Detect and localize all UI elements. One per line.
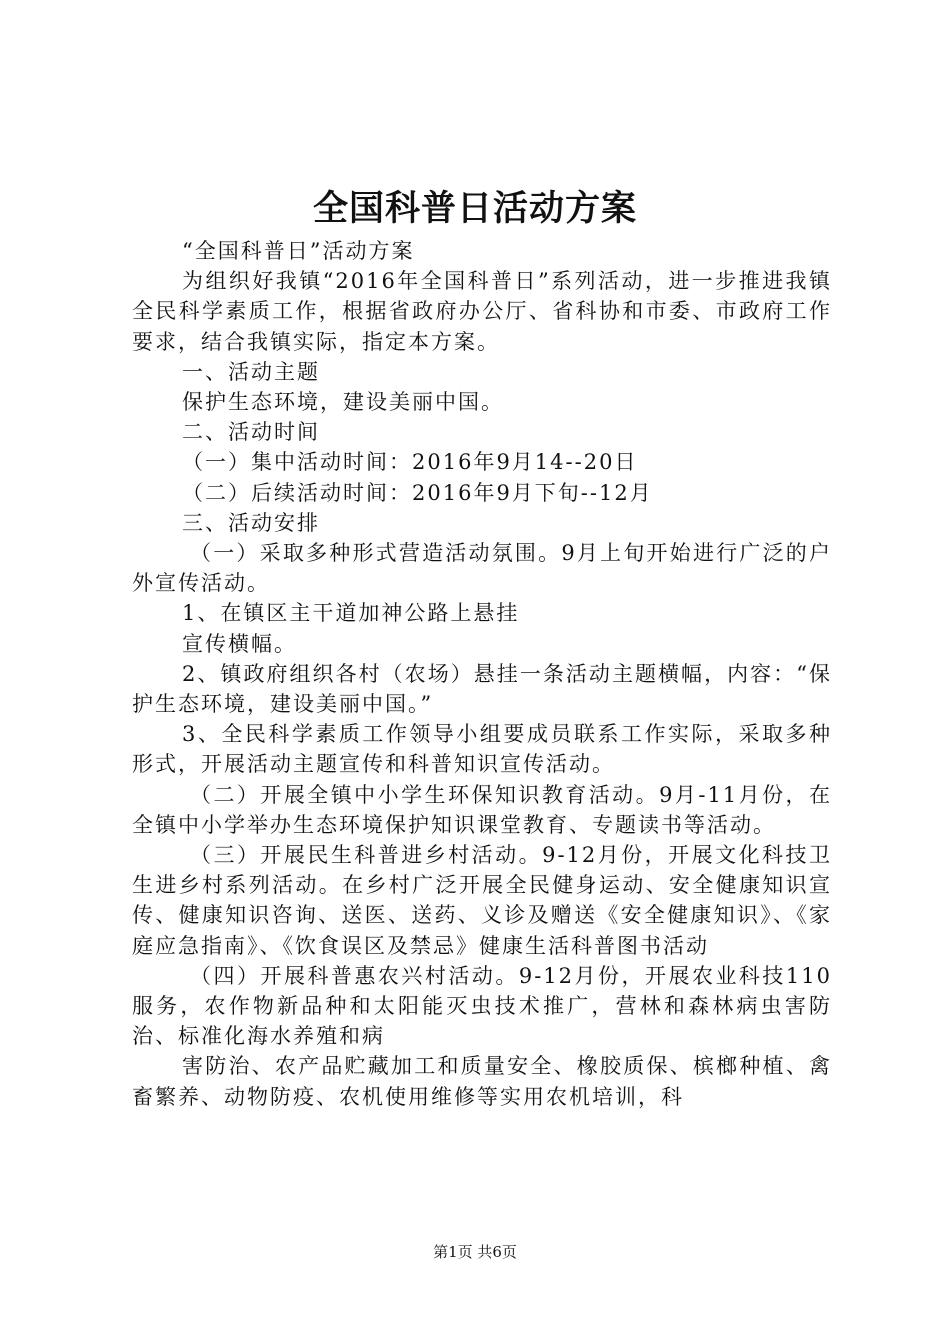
paragraph: 保护生态环境，建设美丽中国。 <box>182 390 504 415</box>
paragraph: 害防治、农产品贮藏加工和质量安全、橡胶质保、槟榔种植、禽畜繁养、动物防疫、农机使用维修等实用农机培训，科 <box>132 1054 832 1109</box>
document-body <box>132 236 832 1112</box>
paragraph: （二）开展全镇中小学生环保知识教育活动。9月-11月份，在全镇中小学举办生态环境保护知识课堂教育、专题读书等活动。 <box>132 782 832 837</box>
paragraph: （三）开展民生科普进乡村活动。9-12月份，开展文化科技卫生进乡村系列活动。在乡村广泛开展全民健身运动、安全健康知识宣传、健康知识咨询、送医、送药、义诊及赠送《安全健康知识》、《家庭应急指南》、《饮食误区及禁忌》健康生活科普图书活动 <box>132 843 832 958</box>
paragraph: 1、在镇区主干道加神公路上悬挂 <box>182 601 520 626</box>
paragraph: （二）后续活动时间：2016年9月下旬--12月 <box>182 480 653 505</box>
section-heading: 三、活动安排 <box>182 510 320 535</box>
section-heading: 一、活动主题 <box>182 359 320 384</box>
paragraph: 宣传横幅。 <box>182 631 297 656</box>
section-heading: 二、活动时间 <box>182 420 320 445</box>
paragraph: （一）采取多种形式营造活动氛围。9月上旬开始进行广泛的户外宣传活动。 <box>132 541 832 596</box>
paragraph: 2、镇政府组织各村（农场）悬挂一条活动主题横幅，内容：“保护生态环境，建设美丽中国。” <box>132 661 832 717</box>
paragraph: （一）集中活动时间：2016年9月14--20日 <box>182 450 638 475</box>
paragraph: “全国科普日”活动方案 <box>182 239 415 263</box>
paragraph: 3、全民科学素质工作领导小组要成员联系工作实际，采取多种形式，开展活动主题宣传和科普知识宣传活动。 <box>132 722 832 777</box>
page-number: 第1页 共6页 <box>433 1243 517 1261</box>
document-title: 全国科普日活动方案 <box>312 188 637 229</box>
paragraph: （四）开展科普惠农兴村活动。9-12月份，开展农业科技110服务，农作物新品种和太阳能灭虫技术推广，营林和森林病虫害防治、标准化海水养殖和病 <box>132 963 832 1049</box>
paragraph: 为组织好我镇“2016年全国科普日”系列活动，进一步推进我镇全民科学素质工作，根据省政府办公厅、省科协和市委、市政府工作要求，结合我镇实际，指定本方案。 <box>132 269 832 354</box>
